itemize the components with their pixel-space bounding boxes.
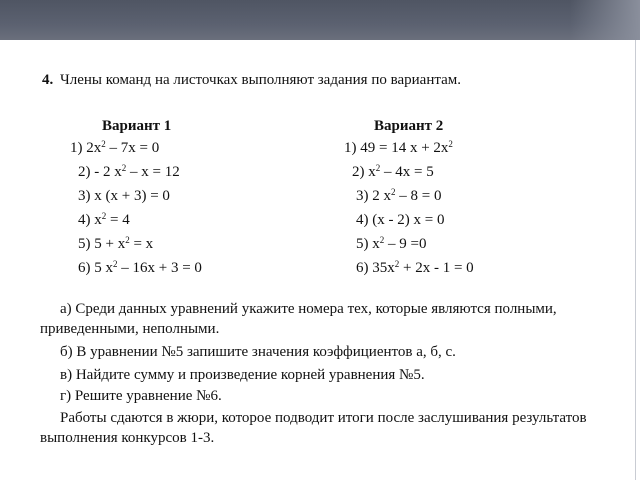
instruction-a: а) Среди данных уравнений укажите номера тех, которые являются полными, приведенными, неполными. — [40, 301, 557, 337]
eq-text: 2) x — [352, 164, 376, 180]
v2-equation-3 — [356, 187, 441, 205]
eq-text: 6) 5 x — [78, 260, 113, 276]
right-border — [635, 40, 636, 480]
task-title: Члены команд на листочках выполняют задания по вариантам. — [60, 72, 461, 88]
v2-equation-5 — [356, 235, 426, 253]
task-heading — [42, 72, 461, 89]
eq-exponent: 2 — [375, 163, 381, 173]
eq-text: + 2x - 1 = 0 — [399, 260, 474, 276]
variant-2-title: Вариант 2 — [374, 118, 444, 134]
eq-text: 1) 49 = 14 x + 2x — [344, 140, 449, 156]
v1-equation-2 — [78, 163, 180, 181]
variant-1-title: Вариант 1 — [102, 118, 172, 134]
eq-text: 5) x — [356, 236, 380, 252]
eq-exponent: 2 — [113, 259, 118, 269]
instruction-c: в) Найдите сумму и произведение корней уравнения №5. — [60, 367, 425, 383]
v2-equation-2 — [352, 163, 434, 181]
v1-equation-4 — [78, 211, 130, 229]
eq-exponent: 2 — [448, 139, 453, 149]
eq-exponent: 2 — [101, 211, 107, 221]
v2-equation-1 — [344, 139, 453, 157]
eq-text: 2) - 2 x — [78, 164, 122, 180]
eq-text: – x = 12 — [126, 164, 180, 180]
eq-text: 6) 35x — [356, 260, 395, 276]
eq-exponent: 2 — [394, 259, 400, 269]
eq-text: = x — [129, 236, 154, 252]
v1-equation-5 — [78, 235, 153, 253]
eq-exponent: 2 — [121, 163, 127, 173]
eq-text: 3) 2 x — [356, 188, 391, 204]
eq-exponent: 2 — [391, 187, 396, 197]
v1-equation-6 — [78, 259, 202, 277]
eq-exponent: 2 — [379, 235, 385, 245]
eq-text: 1) 2x — [70, 140, 102, 156]
v1-equation-3 — [78, 187, 170, 205]
header-bar — [0, 0, 640, 40]
v2-equation-6 — [356, 259, 474, 277]
header-bar-accent — [570, 0, 640, 40]
task-number: 4. — [42, 72, 54, 88]
eq-text: – 4x = 5 — [380, 164, 434, 180]
eq-text: – 16x + 3 = 0 — [117, 260, 202, 276]
eq-exponent: 2 — [101, 139, 106, 149]
v2-equation-4 — [356, 211, 444, 229]
instruction-b: б) В уравнении №5 запишите значения коэффициентов а, б, с. — [60, 344, 456, 360]
eq-text: = 4 — [106, 212, 130, 228]
eq-text: – 8 = 0 — [395, 188, 442, 204]
eq-text: 5) 5 + x — [78, 236, 126, 252]
eq-exponent: 2 — [125, 235, 130, 245]
eq-text: 4) x — [78, 212, 102, 228]
eq-text: 3) x (x + 3) = 0 — [78, 188, 170, 204]
v1-equation-1 — [70, 139, 159, 157]
eq-text: – 7x = 0 — [105, 140, 160, 156]
submission-note: Работы сдаются в жюри, которое подводит итоги после заслушивания результатов выполнения конкурсов 1-3. — [40, 410, 587, 446]
instruction-d: г) Решите уравнение №6. — [60, 388, 222, 404]
eq-text: 4) (x - 2) x = 0 — [356, 212, 445, 228]
eq-text: – 9 =0 — [384, 236, 427, 252]
